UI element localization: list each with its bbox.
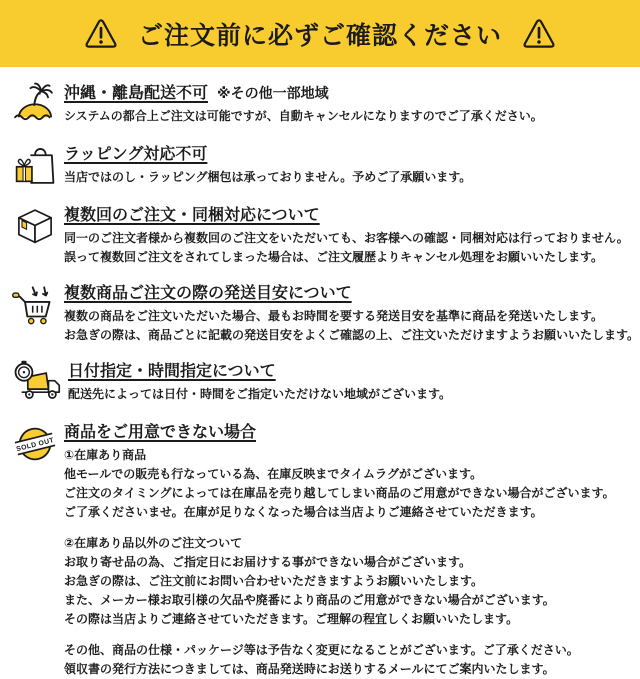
notice-section-okinawa-shipping [12, 80, 640, 128]
notice-line: ご了承くださいませ。在庫が足りなくなった場合は当店よりご連絡させていただきます。 [64, 505, 543, 519]
notice-title-text: ラッピング対応不可 [64, 146, 208, 163]
page-title: ご注文前に必ずご確認ください [137, 21, 502, 50]
notice-line: ①在庫あり商品 [64, 448, 147, 462]
notice-line: ②在庫あり品以外のご注文ついて [64, 536, 243, 550]
notice-section-date-time [12, 358, 640, 406]
truck-clock-icon [12, 358, 62, 406]
notice-title [64, 280, 640, 303]
notice-line: 同一のご注文者様から複数回のご注文をいただいても、お客様への確認・同梱対応は行っておりません。 [64, 231, 629, 245]
notice-content [64, 80, 640, 128]
notice-line: 他モールでの販売も行なっている為、在庫反映までタイムラグがございます。 [64, 467, 483, 481]
notice-paragraph [64, 307, 640, 345]
notice-title-text: 商品をご用意できない場合 [64, 424, 257, 441]
notice-line: システムの都合上ご注文は可能ですが、自動キャンセルになりますのでご了承ください。 [64, 109, 543, 123]
notice-title-text: 複数商品ご注文の際の発送目安について [64, 285, 352, 302]
notice-line: 配送先によっては日付・時間をご指定いただけない地域がございます。 [68, 387, 452, 401]
sold-out-stamp-icon [12, 419, 58, 679]
notice-content [64, 202, 640, 267]
notice-paragraph [64, 534, 640, 629]
notice-line: 当店ではのし・ラッピング梱包は承っておりません。予めご了承願います。 [64, 170, 472, 184]
notice-title [64, 202, 640, 225]
notice-paragraph [64, 229, 640, 267]
notice-title-note: ※その他一部地域 [217, 85, 329, 101]
notice-content [68, 358, 640, 406]
notice-paragraph [64, 446, 640, 522]
notice-title-text: 複数回のご注文・同梱対応について [64, 207, 320, 224]
notice-section-wrapping [12, 141, 640, 189]
notice-paragraph [68, 385, 640, 404]
notice-section-multiple-orders [12, 202, 640, 267]
svg-text:SOLD OUT: SOLD OUT [15, 437, 55, 454]
notice-line: お急ぎの際は、ご注文前にお問い合わせいただきますようお願いいたします。 [64, 574, 484, 588]
notice-line: お急ぎの際は、商品ごとに記載の発送目安をよくご確認の上、ご注文いただけますようお願いいたします。 [64, 328, 640, 342]
notice-line: また、メーカー様お取引様の欠品や廃番により商品のご用意ができない場合がございます。 [64, 593, 555, 607]
gift-bag-icon [12, 141, 58, 189]
warning-triangle-icon [84, 18, 118, 50]
notice-line: 領収書の発行方法につきましては、商品発送時にお送りするメールにてご案内いたします。 [64, 662, 555, 676]
notice-line: 誤って複数回ご注文をされてしまった場合は、ご注文履歴よりキャンセル処理をお願いいたします。 [64, 250, 604, 264]
notice-title [64, 419, 640, 442]
notice-section-shipping-estimate [12, 280, 640, 345]
notice-content [64, 419, 640, 679]
notice-title-text: 日付指定・時間指定について [68, 363, 276, 380]
package-box-icon [12, 202, 58, 267]
notice-title [68, 358, 640, 381]
notice-content [64, 280, 640, 345]
cart-icon [12, 280, 58, 345]
notice-paragraph [64, 107, 640, 126]
notice-line: お取り寄せ品の為、ご指定日にお届けする事ができない場合がございます。 [64, 555, 472, 569]
notice-sections [0, 67, 640, 679]
notice-paragraph [64, 641, 640, 679]
notice-line: その際は当店よりご連絡させていただきます。ご理解の程宜しくお願いいたします。 [64, 612, 519, 626]
warning-triangle-icon [522, 18, 556, 50]
header-banner [0, 0, 640, 67]
notice-title [64, 80, 640, 103]
notice-paragraph [64, 168, 640, 187]
notice-line: ご注文のタイミングによっては在庫品を売り越してしまい商品のご用意ができない場合がございます。 [64, 486, 615, 500]
notice-line: 複数の商品をご注文いただいた場合、最もお時間を要する発送目安を基準に商品を発送いたします。 [64, 309, 604, 323]
notice-section-out-of-stock [12, 419, 640, 679]
island-palm-icon [12, 80, 58, 128]
notice-line: その他、商品の仕様・パッケージ等は予告なく変更になることがございます。ご了承ください。 [64, 643, 579, 657]
notice-content [64, 141, 640, 189]
notice-title-text: 沖縄・離島配送不可 [64, 85, 209, 102]
notice-title [64, 141, 640, 164]
